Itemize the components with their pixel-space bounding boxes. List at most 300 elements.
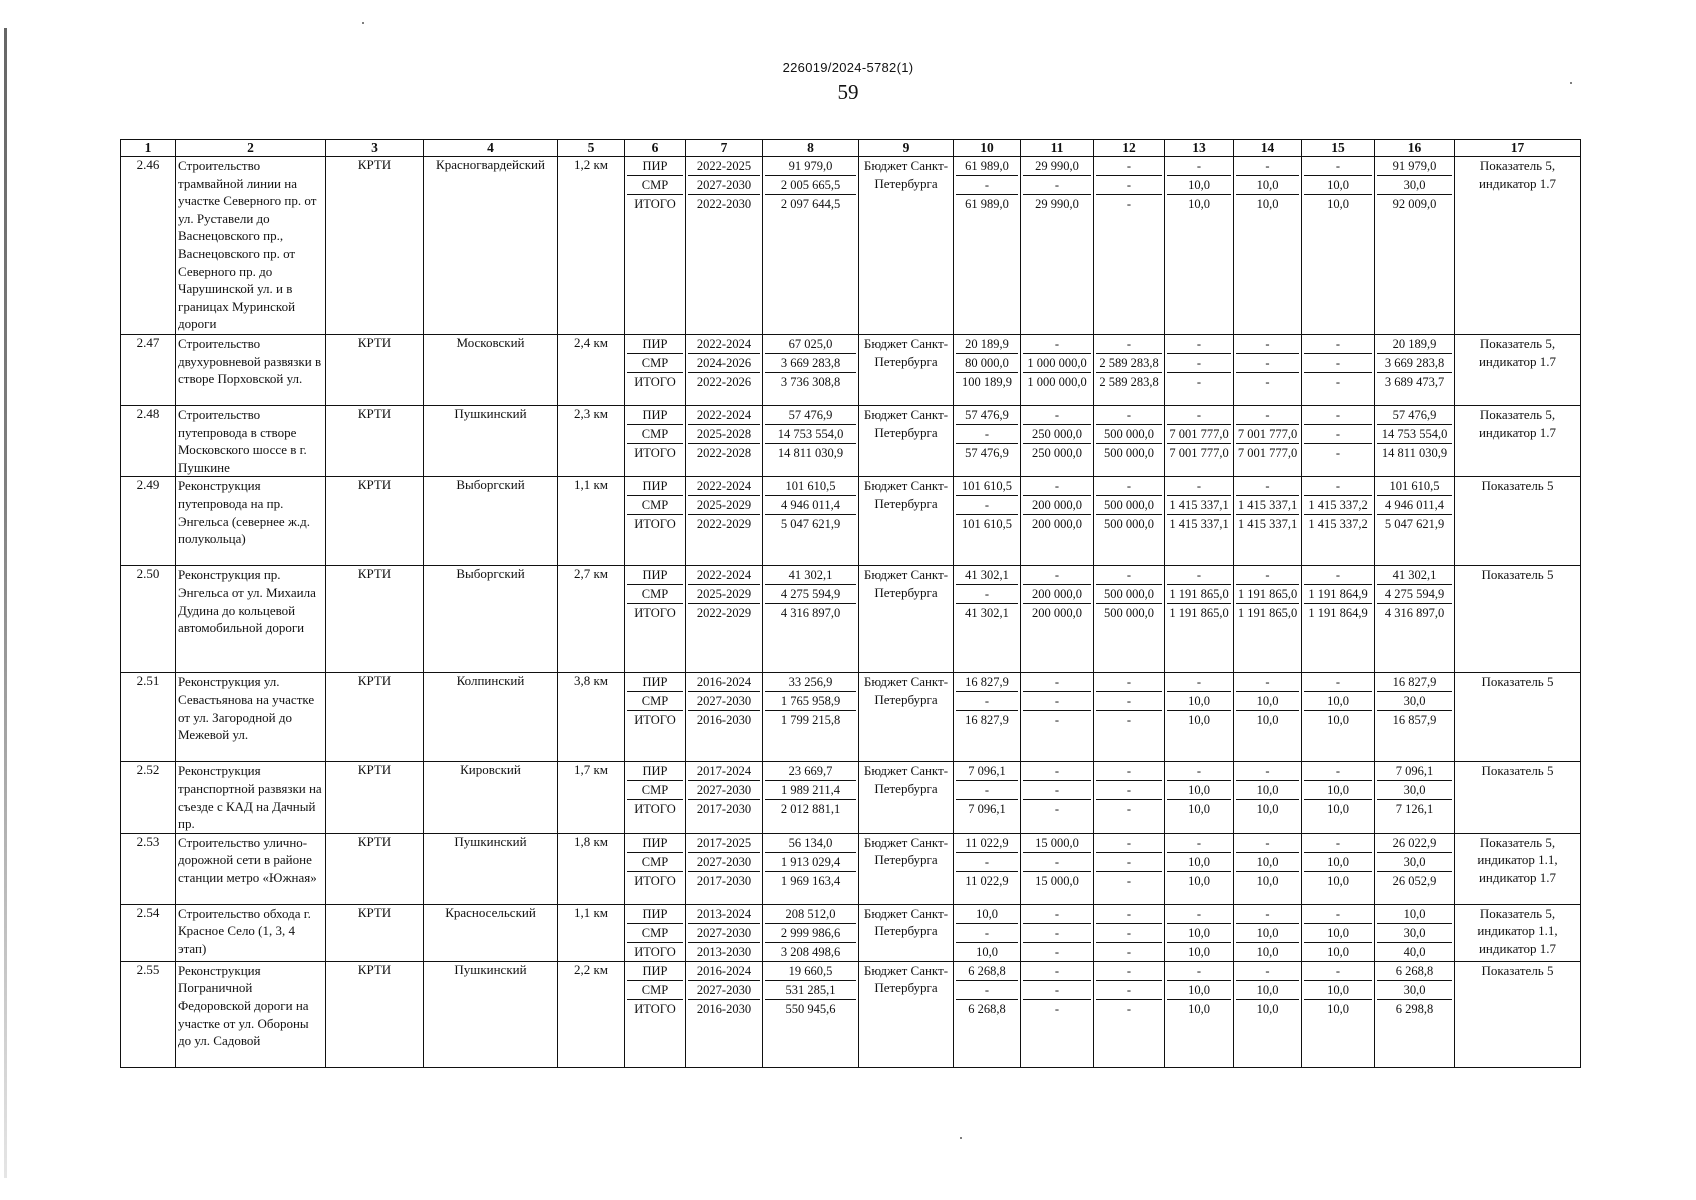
year-amount-cell bbox=[1302, 477, 1375, 566]
total-cost: 57 476,9 bbox=[765, 406, 856, 425]
year-amount: - bbox=[1236, 406, 1299, 425]
period: 2027-2030 bbox=[688, 692, 760, 711]
scan-speck bbox=[960, 1137, 962, 1139]
total-cost: 2 005 665,5 bbox=[765, 176, 856, 195]
year-amount: 41 302,1 bbox=[956, 566, 1018, 585]
year-amount-cell bbox=[1094, 673, 1165, 762]
year-amount: - bbox=[1023, 981, 1091, 1000]
year-amount-cell bbox=[1094, 477, 1165, 566]
year-amount-cell bbox=[1021, 833, 1094, 904]
year-amount: - bbox=[1236, 477, 1299, 496]
year-amount: - bbox=[1096, 157, 1162, 176]
year-amount-cell bbox=[1094, 335, 1165, 406]
year-amount: 16 827,9 bbox=[956, 673, 1018, 692]
year-amount-cell bbox=[1165, 833, 1234, 904]
year-amount: 1 415 337,1 bbox=[1167, 496, 1231, 515]
total-cost-cell bbox=[763, 833, 859, 904]
total-cost-cell bbox=[763, 762, 859, 833]
year-amount: - bbox=[1023, 853, 1091, 872]
district: Пушкинский bbox=[424, 406, 558, 477]
project-name: Строительство путепровода в створе Московского шоссе в г. Пушкине bbox=[176, 406, 326, 477]
year-amount: 200 000,0 bbox=[1032, 517, 1082, 532]
year-amount: 10,0 bbox=[1236, 692, 1299, 711]
length: 1,7 км bbox=[558, 762, 625, 833]
year-amount: - bbox=[956, 981, 1018, 1000]
year-amount: - bbox=[1167, 335, 1231, 354]
total-cost: 3 208 498,6 bbox=[780, 944, 841, 959]
district: Красногвардейский bbox=[424, 157, 558, 335]
year-amount-cell bbox=[1165, 157, 1234, 335]
period-cell bbox=[686, 157, 763, 335]
period: 2016-2024 bbox=[688, 673, 760, 692]
year-amount: - bbox=[956, 781, 1018, 800]
length: 3,8 км bbox=[558, 673, 625, 762]
period: 2017-2024 bbox=[688, 762, 760, 781]
program-total: 10,0 bbox=[1377, 905, 1452, 924]
year-amount: - bbox=[1304, 477, 1372, 496]
program-total: 30,0 bbox=[1377, 853, 1452, 872]
row-number: 2.53 bbox=[121, 833, 176, 904]
funding-source: Бюджет Санкт-Петербурга bbox=[859, 762, 954, 833]
column-header: 2 bbox=[176, 140, 326, 157]
cost-type: ИТОГО bbox=[634, 375, 676, 389]
year-amount: - bbox=[1096, 176, 1162, 195]
year-amount-cell bbox=[1021, 762, 1094, 833]
cost-type-cell bbox=[625, 673, 686, 762]
table-row bbox=[121, 961, 1581, 1067]
program-total-cell bbox=[1375, 762, 1455, 833]
year-amount: 11 022,9 bbox=[965, 873, 1009, 888]
total-cost: 67 025,0 bbox=[765, 335, 856, 354]
year-amount: 15 000,0 bbox=[1023, 834, 1091, 853]
total-cost-cell bbox=[763, 157, 859, 335]
table-row bbox=[121, 157, 1581, 335]
year-amount: - bbox=[1023, 406, 1091, 425]
year-amount: - bbox=[1023, 692, 1091, 711]
year-amount: 10,0 bbox=[976, 944, 998, 959]
year-amount: 10,0 bbox=[1236, 176, 1299, 195]
total-cost: 101 610,5 bbox=[765, 477, 856, 496]
total-cost: 4 275 594,9 bbox=[765, 585, 856, 604]
year-amount: 10,0 bbox=[1304, 781, 1372, 800]
funding-source: Бюджет Санкт-Петербурга bbox=[859, 335, 954, 406]
row-number: 2.49 bbox=[121, 477, 176, 566]
funding-source: Бюджет Санкт-Петербурга bbox=[859, 477, 954, 566]
cost-type: ИТОГО bbox=[634, 1001, 676, 1016]
scan-speck bbox=[362, 22, 364, 24]
cost-type: ИТОГО bbox=[634, 197, 676, 211]
year-amount-cell bbox=[1165, 673, 1234, 762]
year-amount-cell bbox=[1094, 566, 1165, 673]
total-cost: 2 097 644,5 bbox=[780, 197, 841, 211]
table-header-row bbox=[121, 140, 1581, 157]
year-amount: - bbox=[1096, 762, 1162, 781]
table-row bbox=[121, 406, 1581, 477]
column-header: 12 bbox=[1094, 140, 1165, 157]
period: 2022-2030 bbox=[696, 197, 752, 211]
cost-type-cell bbox=[625, 157, 686, 335]
year-amount: - bbox=[1054, 802, 1060, 817]
year-amount: 10,0 bbox=[1327, 713, 1349, 728]
year-amount: 10,0 bbox=[1188, 873, 1210, 888]
year-amount: - bbox=[1236, 673, 1299, 692]
total-cost: 1 913 029,4 bbox=[765, 853, 856, 872]
total-cost: 14 753 554,0 bbox=[765, 425, 856, 444]
period: 2013-2030 bbox=[696, 944, 752, 959]
year-amount: 500 000,0 bbox=[1104, 606, 1154, 621]
responsible-org: КРТИ bbox=[326, 961, 424, 1067]
year-amount: - bbox=[956, 585, 1018, 604]
year-amount: - bbox=[1236, 566, 1299, 585]
program-total: 30,0 bbox=[1377, 692, 1452, 711]
year-amount: 1 191 864,9 bbox=[1304, 585, 1372, 604]
year-amount: - bbox=[1023, 962, 1091, 981]
year-amount-cell bbox=[1094, 961, 1165, 1067]
program-total: 3 669 283,8 bbox=[1377, 354, 1452, 373]
year-amount: - bbox=[1096, 981, 1162, 1000]
length: 2,7 км bbox=[558, 566, 625, 673]
total-cost: 4 316 897,0 bbox=[780, 606, 841, 621]
program-total-cell bbox=[1375, 961, 1455, 1067]
cost-type: ИТОГО bbox=[634, 713, 676, 728]
year-amount: - bbox=[1167, 905, 1231, 924]
program-total: 16 857,9 bbox=[1392, 713, 1437, 728]
year-amount: - bbox=[956, 692, 1018, 711]
funding-source: Бюджет Санкт-Петербурга bbox=[859, 904, 954, 961]
program-total: 41 302,1 bbox=[1377, 566, 1452, 585]
year-amount: - bbox=[1126, 944, 1132, 959]
year-amount: - bbox=[956, 496, 1018, 515]
length: 2,3 км bbox=[558, 406, 625, 477]
year-amount: 10,0 bbox=[1327, 197, 1349, 211]
table-row bbox=[121, 904, 1581, 961]
period: 2016-2024 bbox=[688, 962, 760, 981]
funding-source: Бюджет Санкт-Петербурга bbox=[859, 566, 954, 673]
year-amount-cell bbox=[1302, 762, 1375, 833]
indicator: Показатель 5 bbox=[1455, 477, 1581, 566]
year-amount: 1 415 337,1 bbox=[1169, 517, 1229, 532]
year-amount: - bbox=[1023, 781, 1091, 800]
cost-type-cell bbox=[625, 833, 686, 904]
year-amount-cell bbox=[954, 673, 1021, 762]
column-header: 11 bbox=[1021, 140, 1094, 157]
year-amount: 80 000,0 bbox=[956, 354, 1018, 373]
year-amount: 61 989,0 bbox=[956, 157, 1018, 176]
program-total: 3 689 473,7 bbox=[1384, 375, 1445, 389]
cost-type-cell bbox=[625, 904, 686, 961]
total-cost: 5 047 621,9 bbox=[780, 517, 841, 532]
column-header: 16 bbox=[1375, 140, 1455, 157]
period: 2022-2024 bbox=[688, 335, 760, 354]
year-amount: 1 415 337,1 bbox=[1236, 496, 1299, 515]
program-total: 30,0 bbox=[1377, 981, 1452, 1000]
period-cell bbox=[686, 961, 763, 1067]
cost-type: СМР bbox=[627, 496, 683, 515]
column-header: 15 bbox=[1302, 140, 1375, 157]
year-amount: - bbox=[1096, 853, 1162, 872]
year-amount: 10,0 bbox=[1304, 924, 1372, 943]
year-amount: - bbox=[1304, 425, 1372, 444]
year-amount: 1 191 865,0 bbox=[1236, 585, 1299, 604]
year-amount: - bbox=[1126, 713, 1132, 728]
funding-source: Бюджет Санкт-Петербурга bbox=[859, 406, 954, 477]
year-amount: - bbox=[1096, 335, 1162, 354]
year-amount: 10,0 bbox=[1327, 873, 1349, 888]
period: 2027-2030 bbox=[688, 924, 760, 943]
year-amount: - bbox=[1304, 566, 1372, 585]
indicator: Показатель 5 bbox=[1455, 961, 1581, 1067]
year-amount: - bbox=[1236, 335, 1299, 354]
year-amount: 10,0 bbox=[1256, 944, 1279, 959]
year-amount-cell bbox=[1094, 157, 1165, 335]
year-amount-cell bbox=[1302, 961, 1375, 1067]
year-amount: 2 589 283,8 bbox=[1096, 354, 1162, 373]
year-amount: - bbox=[956, 176, 1018, 195]
year-amount: - bbox=[1265, 375, 1270, 389]
row-number: 2.47 bbox=[121, 335, 176, 406]
total-cost: 1 969 163,4 bbox=[780, 873, 841, 888]
year-amount-cell bbox=[1234, 566, 1302, 673]
period-cell bbox=[686, 477, 763, 566]
row-number: 2.55 bbox=[121, 961, 176, 1067]
program-total: 14 811 030,9 bbox=[1381, 446, 1448, 460]
year-amount: - bbox=[1054, 1001, 1060, 1016]
year-amount: - bbox=[956, 425, 1018, 444]
period-cell bbox=[686, 566, 763, 673]
year-amount-cell bbox=[1234, 406, 1302, 477]
year-amount-cell bbox=[1021, 477, 1094, 566]
period-cell bbox=[686, 335, 763, 406]
program-total-cell bbox=[1375, 477, 1455, 566]
year-amount: 500 000,0 bbox=[1096, 585, 1162, 604]
period: 2027-2030 bbox=[688, 176, 760, 195]
cost-type: СМР bbox=[627, 692, 683, 711]
cost-type: ПИР bbox=[627, 762, 683, 781]
total-cost: 1 765 958,9 bbox=[765, 692, 856, 711]
period: 2025-2028 bbox=[688, 425, 760, 444]
table-row bbox=[121, 477, 1581, 566]
year-amount: 1 000 000,0 bbox=[1027, 375, 1087, 389]
program-total: 30,0 bbox=[1377, 924, 1452, 943]
period: 2017-2030 bbox=[696, 873, 752, 888]
year-amount-cell bbox=[1021, 335, 1094, 406]
year-amount: 10,0 bbox=[1236, 924, 1299, 943]
cost-type: СМР bbox=[627, 853, 683, 872]
table-row bbox=[121, 833, 1581, 904]
total-cost: 531 285,1 bbox=[765, 981, 856, 1000]
year-amount-cell bbox=[1165, 904, 1234, 961]
year-amount-cell bbox=[1165, 477, 1234, 566]
column-header: 17 bbox=[1455, 140, 1581, 157]
table-row bbox=[121, 762, 1581, 833]
year-amount: - bbox=[1096, 781, 1162, 800]
period: 2022-2025 bbox=[688, 157, 760, 176]
column-header: 13 bbox=[1165, 140, 1234, 157]
total-cost: 33 256,9 bbox=[765, 673, 856, 692]
district: Выборгский bbox=[424, 566, 558, 673]
column-header: 3 bbox=[326, 140, 424, 157]
program-total: 16 827,9 bbox=[1377, 673, 1452, 692]
year-amount: - bbox=[1236, 354, 1299, 373]
cost-type: ИТОГО bbox=[634, 944, 676, 959]
table-row bbox=[121, 566, 1581, 673]
cost-type-cell bbox=[625, 566, 686, 673]
period: 2022-2029 bbox=[696, 606, 752, 621]
program-total: 20 189,9 bbox=[1377, 335, 1452, 354]
year-amount: - bbox=[1236, 762, 1299, 781]
cost-type-cell bbox=[625, 477, 686, 566]
indicator: Показатель 5, индикатор 1.7 bbox=[1455, 406, 1581, 477]
row-number: 2.52 bbox=[121, 762, 176, 833]
year-amount: - bbox=[1167, 673, 1231, 692]
year-amount-cell bbox=[1094, 833, 1165, 904]
period: 2016-2030 bbox=[696, 1001, 752, 1016]
year-amount: 7 001 777,0 bbox=[1167, 425, 1231, 444]
cost-type: СМР bbox=[627, 354, 683, 373]
program-total: 101 610,5 bbox=[1377, 477, 1452, 496]
program-table bbox=[120, 139, 1581, 1068]
year-amount: 20 189,9 bbox=[956, 335, 1018, 354]
cost-type: ПИР bbox=[627, 406, 683, 425]
year-amount: - bbox=[1096, 673, 1162, 692]
cost-type: СМР bbox=[627, 425, 683, 444]
year-amount-cell bbox=[954, 961, 1021, 1067]
year-amount: 10,0 bbox=[1167, 924, 1231, 943]
year-amount-cell bbox=[1234, 833, 1302, 904]
responsible-org: КРТИ bbox=[326, 566, 424, 673]
period: 2027-2030 bbox=[688, 981, 760, 1000]
year-amount: 10,0 bbox=[1188, 713, 1210, 728]
total-cost-cell bbox=[763, 904, 859, 961]
year-amount: 29 990,0 bbox=[1023, 157, 1091, 176]
program-total: 30,0 bbox=[1377, 176, 1452, 195]
year-amount: - bbox=[1167, 762, 1231, 781]
year-amount: 500 000,0 bbox=[1096, 425, 1162, 444]
program-total: 6 298,8 bbox=[1395, 1001, 1434, 1016]
cost-type: СМР bbox=[627, 585, 683, 604]
year-amount: - bbox=[1023, 176, 1091, 195]
year-amount: - bbox=[1167, 406, 1231, 425]
period: 2025-2029 bbox=[688, 496, 760, 515]
year-amount: 10,0 bbox=[1188, 1001, 1210, 1016]
year-amount: - bbox=[1023, 477, 1091, 496]
cost-type: СМР bbox=[627, 781, 683, 800]
year-amount: - bbox=[1335, 375, 1341, 389]
year-amount-cell bbox=[1234, 335, 1302, 406]
year-amount-cell bbox=[1021, 406, 1094, 477]
year-amount: 200 000,0 bbox=[1032, 606, 1082, 621]
year-amount: - bbox=[1335, 446, 1341, 460]
cost-type: ПИР bbox=[627, 834, 683, 853]
year-amount: 10,0 bbox=[1304, 692, 1372, 711]
year-amount: - bbox=[1304, 335, 1372, 354]
year-amount: - bbox=[1167, 354, 1231, 373]
cost-type-cell bbox=[625, 762, 686, 833]
period: 2013-2024 bbox=[688, 905, 760, 924]
district: Московский bbox=[424, 335, 558, 406]
program-total: 4 946 011,4 bbox=[1377, 496, 1452, 515]
year-amount-cell bbox=[1302, 157, 1375, 335]
cost-type-cell bbox=[625, 961, 686, 1067]
year-amount: 10,0 bbox=[1188, 944, 1210, 959]
funding-source: Бюджет Санкт-Петербурга bbox=[859, 157, 954, 335]
year-amount: 7 001 777,0 bbox=[1237, 446, 1298, 460]
year-amount: 10,0 bbox=[1304, 981, 1372, 1000]
year-amount: 10,0 bbox=[1236, 781, 1299, 800]
table-row bbox=[121, 335, 1581, 406]
year-amount: 10,0 bbox=[1167, 981, 1231, 1000]
year-amount: - bbox=[1167, 566, 1231, 585]
row-number: 2.48 bbox=[121, 406, 176, 477]
year-amount: - bbox=[1236, 905, 1299, 924]
year-amount: 101 610,5 bbox=[962, 517, 1012, 532]
year-amount-cell bbox=[1234, 477, 1302, 566]
project-name: Реконструкция пр. Энгельса от ул. Михаила Дудина до кольцевой автомобильной дороги bbox=[176, 566, 326, 673]
program-total: 7 096,1 bbox=[1377, 762, 1452, 781]
year-amount-cell bbox=[1302, 904, 1375, 961]
year-amount: - bbox=[1096, 566, 1162, 585]
period: 2017-2030 bbox=[696, 802, 752, 817]
period: 2022-2029 bbox=[696, 517, 752, 532]
period-cell bbox=[686, 406, 763, 477]
year-amount-cell bbox=[1021, 961, 1094, 1067]
project-name: Строительство обхода г. Красное Село (1, 3, 4 этап) bbox=[176, 904, 326, 961]
year-amount: 250 000,0 bbox=[1032, 446, 1082, 460]
indicator: Показатель 5 bbox=[1455, 566, 1581, 673]
cost-type: ПИР bbox=[627, 157, 683, 176]
year-amount: 61 989,0 bbox=[965, 197, 1009, 211]
year-amount: 10,0 bbox=[1327, 1001, 1349, 1016]
total-cost: 3 669 283,8 bbox=[765, 354, 856, 373]
year-amount-cell bbox=[1094, 762, 1165, 833]
column-header: 8 bbox=[763, 140, 859, 157]
total-cost: 19 660,5 bbox=[765, 962, 856, 981]
year-amount: 10,0 bbox=[1188, 197, 1210, 211]
year-amount: - bbox=[1304, 762, 1372, 781]
year-amount-cell bbox=[954, 406, 1021, 477]
total-cost: 23 669,7 bbox=[765, 762, 856, 781]
period-cell bbox=[686, 673, 763, 762]
responsible-org: КРТИ bbox=[326, 335, 424, 406]
year-amount-cell bbox=[1094, 406, 1165, 477]
indicator: Показатель 5, индикатор 1.1, индикатор 1.7 bbox=[1455, 904, 1581, 961]
column-header: 1 bbox=[121, 140, 176, 157]
period: 2024-2026 bbox=[688, 354, 760, 373]
year-amount: - bbox=[1304, 673, 1372, 692]
cost-type: ИТОГО bbox=[634, 517, 676, 532]
program-total-cell bbox=[1375, 904, 1455, 961]
year-amount-cell bbox=[1234, 961, 1302, 1067]
total-cost: 41 302,1 bbox=[765, 566, 856, 585]
total-cost-cell bbox=[763, 477, 859, 566]
year-amount-cell bbox=[1302, 833, 1375, 904]
program-total-cell bbox=[1375, 833, 1455, 904]
year-amount: - bbox=[1054, 713, 1060, 728]
year-amount: 7 096,1 bbox=[968, 802, 1006, 817]
total-cost-cell bbox=[763, 566, 859, 673]
row-number: 2.54 bbox=[121, 904, 176, 961]
year-amount: - bbox=[1096, 962, 1162, 981]
year-amount: - bbox=[1304, 157, 1372, 176]
indicator: Показатель 5, индикатор 1.7 bbox=[1455, 335, 1581, 406]
total-cost-cell bbox=[763, 961, 859, 1067]
year-amount: 10,0 bbox=[1167, 176, 1231, 195]
year-amount: 500 000,0 bbox=[1104, 446, 1154, 460]
program-total: 14 753 554,0 bbox=[1377, 425, 1452, 444]
period-cell bbox=[686, 762, 763, 833]
period: 2016-2030 bbox=[696, 713, 752, 728]
year-amount: - bbox=[1096, 692, 1162, 711]
